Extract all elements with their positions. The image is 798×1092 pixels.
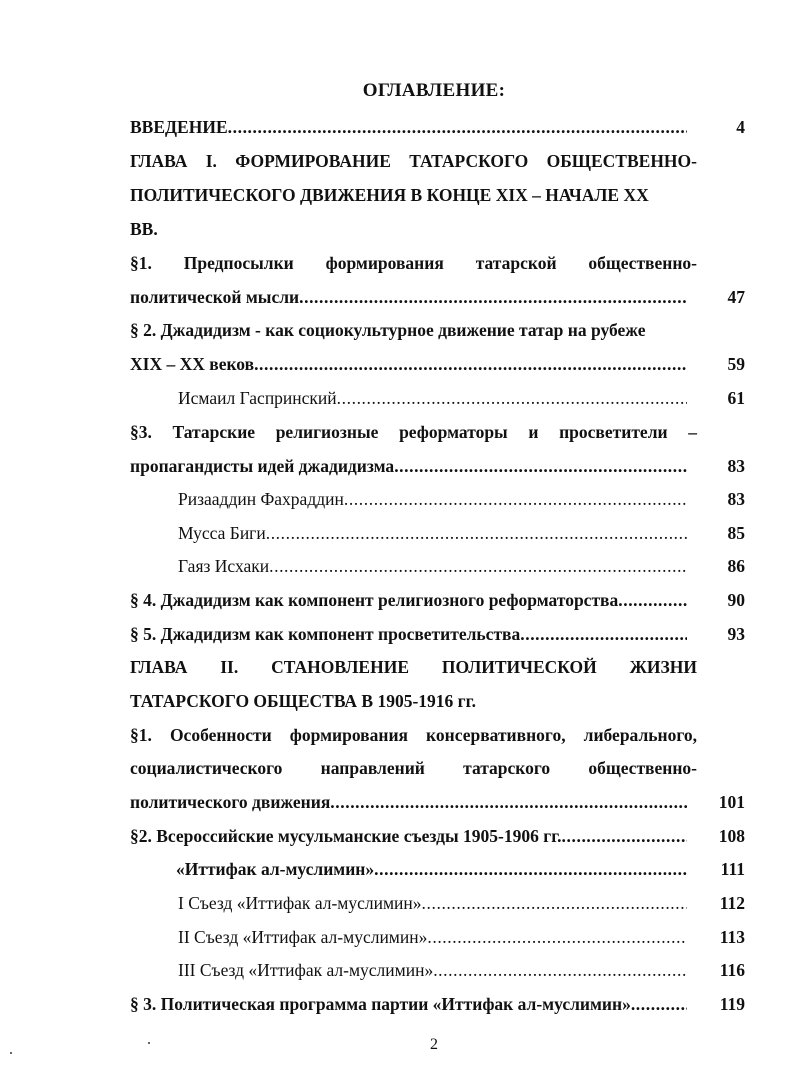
toc-entry-text: III Съезд «Иттифак ал-муслимин»: [178, 960, 434, 980]
toc-page-number: 85: [727, 523, 745, 543]
toc-page-number: 90: [727, 590, 745, 610]
toc-entry-introduction[interactable]: [130, 112, 745, 142]
toc-entry-text: политической мысли: [130, 287, 300, 307]
toc-page-number: 108: [718, 826, 745, 846]
chapter-1-heading-line-3: ВВ.: [130, 219, 158, 239]
toc-entry-text: XIX – XX веков: [130, 354, 255, 374]
leader-dots: [427, 922, 687, 952]
toc-entry-text: Мусса Биги: [178, 523, 266, 543]
toc-entry-text: §2. Всероссийские мусульманские съезды 1905-1906 гг.: [130, 826, 562, 846]
toc-title: ОГЛАВЛЕНИЕ:: [362, 80, 506, 101]
leader-dots: [228, 112, 687, 142]
leader-dots: [562, 821, 687, 851]
toc-entry-text: ВВЕДЕНИЕ: [130, 117, 228, 137]
chapter-2-heading-line-1: ГЛАВА II. СТАНОВЛЕНИЕ ПОЛИТИЧЕСКОЙ ЖИЗНИ: [130, 657, 697, 677]
toc-entry-fahraddin[interactable]: [130, 484, 745, 514]
toc-entry-ch1-s3[interactable]: [130, 451, 745, 481]
leader-dots: [254, 349, 687, 379]
toc-page-number: 47: [727, 287, 745, 307]
toc-entry-text: пропагандисты идей джадидизма: [130, 456, 395, 476]
leader-dots: [344, 484, 687, 514]
toc-entry-text: I Съезд «Иттифак ал-муслимин»: [178, 893, 422, 913]
toc-entry-text: § 4. Джадидизм как компонент религиозного реформаторства: [130, 590, 619, 610]
toc-entry-gasprinsky[interactable]: [130, 383, 745, 413]
chapter-1-heading-line-2: ПОЛИТИЧЕСКОГО ДВИЖЕНИЯ В КОНЦЕ XIX – НАЧАЛЕ XX: [130, 185, 649, 205]
toc-entry-ishaki[interactable]: [130, 551, 745, 581]
toc-entry-ch2-s2[interactable]: [130, 821, 745, 851]
toc-entry-ch1-s2[interactable]: [130, 349, 745, 379]
toc-page-number: 113: [719, 927, 745, 947]
toc-page-number: 86: [727, 556, 745, 576]
toc-entry-text: II Съезд «Иттифак ал-муслимин»: [178, 927, 428, 947]
scan-speck: [148, 1042, 150, 1044]
toc-entry-text: Исмаил Гаспринский: [178, 388, 337, 408]
chapter-1-heading-line-1: ГЛАВА I. ФОРМИРОВАНИЕ ТАТАРСКОГО ОБЩЕСТВЕННО-: [130, 151, 697, 171]
toc-page-number: 112: [719, 893, 745, 913]
toc-entry-ch2-s3[interactable]: [130, 989, 745, 1019]
leader-dots: [631, 989, 687, 1019]
toc-page-number: 119: [719, 994, 745, 1014]
leader-dots: [394, 451, 687, 481]
toc-entry-ch1-s5[interactable]: [130, 619, 745, 649]
toc-entry-text: Гаяз Исхаки: [178, 556, 270, 576]
toc-entry-ch1-s4[interactable]: [130, 585, 745, 615]
toc-page-number: 116: [719, 960, 745, 980]
toc-entry-congress-2[interactable]: [130, 922, 745, 952]
leader-dots: [422, 888, 687, 918]
leader-dots: [433, 955, 687, 985]
toc-entry-ch1-s1-line-1: §1. Предпосылки формирования татарской общественно-: [130, 253, 697, 273]
toc-page-number: 4: [736, 117, 745, 137]
toc-entry-ch2-s1-line-1: §1. Особенности формирования консервативного, либерального,: [130, 725, 697, 745]
toc-entry-congress-1[interactable]: [130, 888, 745, 918]
toc-entry-bigi[interactable]: [130, 518, 745, 548]
toc-entry-text: § 5. Джадидизм как компонент просветительства: [130, 624, 521, 644]
leader-dots: [374, 854, 687, 884]
leader-dots: [520, 619, 687, 649]
scan-speck: [10, 1052, 12, 1054]
toc-page-number: 93: [727, 624, 745, 644]
leader-dots: [337, 383, 687, 413]
toc-page-number: 101: [718, 792, 745, 812]
toc-entry-congress-3[interactable]: [130, 955, 745, 985]
toc-entry-text: § 3. Политическая программа партии «Иттифак ал-муслимин»: [130, 994, 631, 1014]
toc-entry-text: Ризааддин Фахраддин: [178, 489, 344, 509]
toc-page-number: 83: [727, 489, 745, 509]
leader-dots: [330, 787, 687, 817]
toc-entry-ch2-s1[interactable]: [130, 787, 745, 817]
chapter-2-heading-line-2: ТАТАРСКОГО ОБЩЕСТВА В 1905-1916 гг.: [130, 691, 476, 711]
toc-page-number: 83: [727, 456, 745, 476]
toc-page-number: 61: [727, 388, 745, 408]
toc-entry-ch1-s2-line-1: § 2. Джадидизм - как социокультурное движение татар на рубеже: [130, 320, 646, 340]
leader-dots: [618, 585, 687, 615]
leader-dots: [266, 518, 687, 548]
leader-dots: [299, 282, 687, 312]
toc-entry-text: политического движения: [130, 792, 331, 812]
toc-entry-ch2-s1-line-2: социалистического направлений татарского общественно-: [130, 758, 697, 778]
page-number: 2: [430, 1036, 438, 1053]
toc-entry-ch1-s1[interactable]: [130, 282, 745, 312]
toc-entry-text: «Иттифак ал-муслимин»: [176, 859, 375, 879]
toc-entry-ittifak[interactable]: [130, 854, 745, 884]
toc-entry-ch1-s3-line-1: §3. Татарские религиозные реформаторы и просветители –: [130, 422, 697, 442]
leader-dots: [269, 551, 687, 581]
toc-page-number: 59: [727, 354, 745, 374]
toc-page-number: 111: [720, 859, 745, 879]
